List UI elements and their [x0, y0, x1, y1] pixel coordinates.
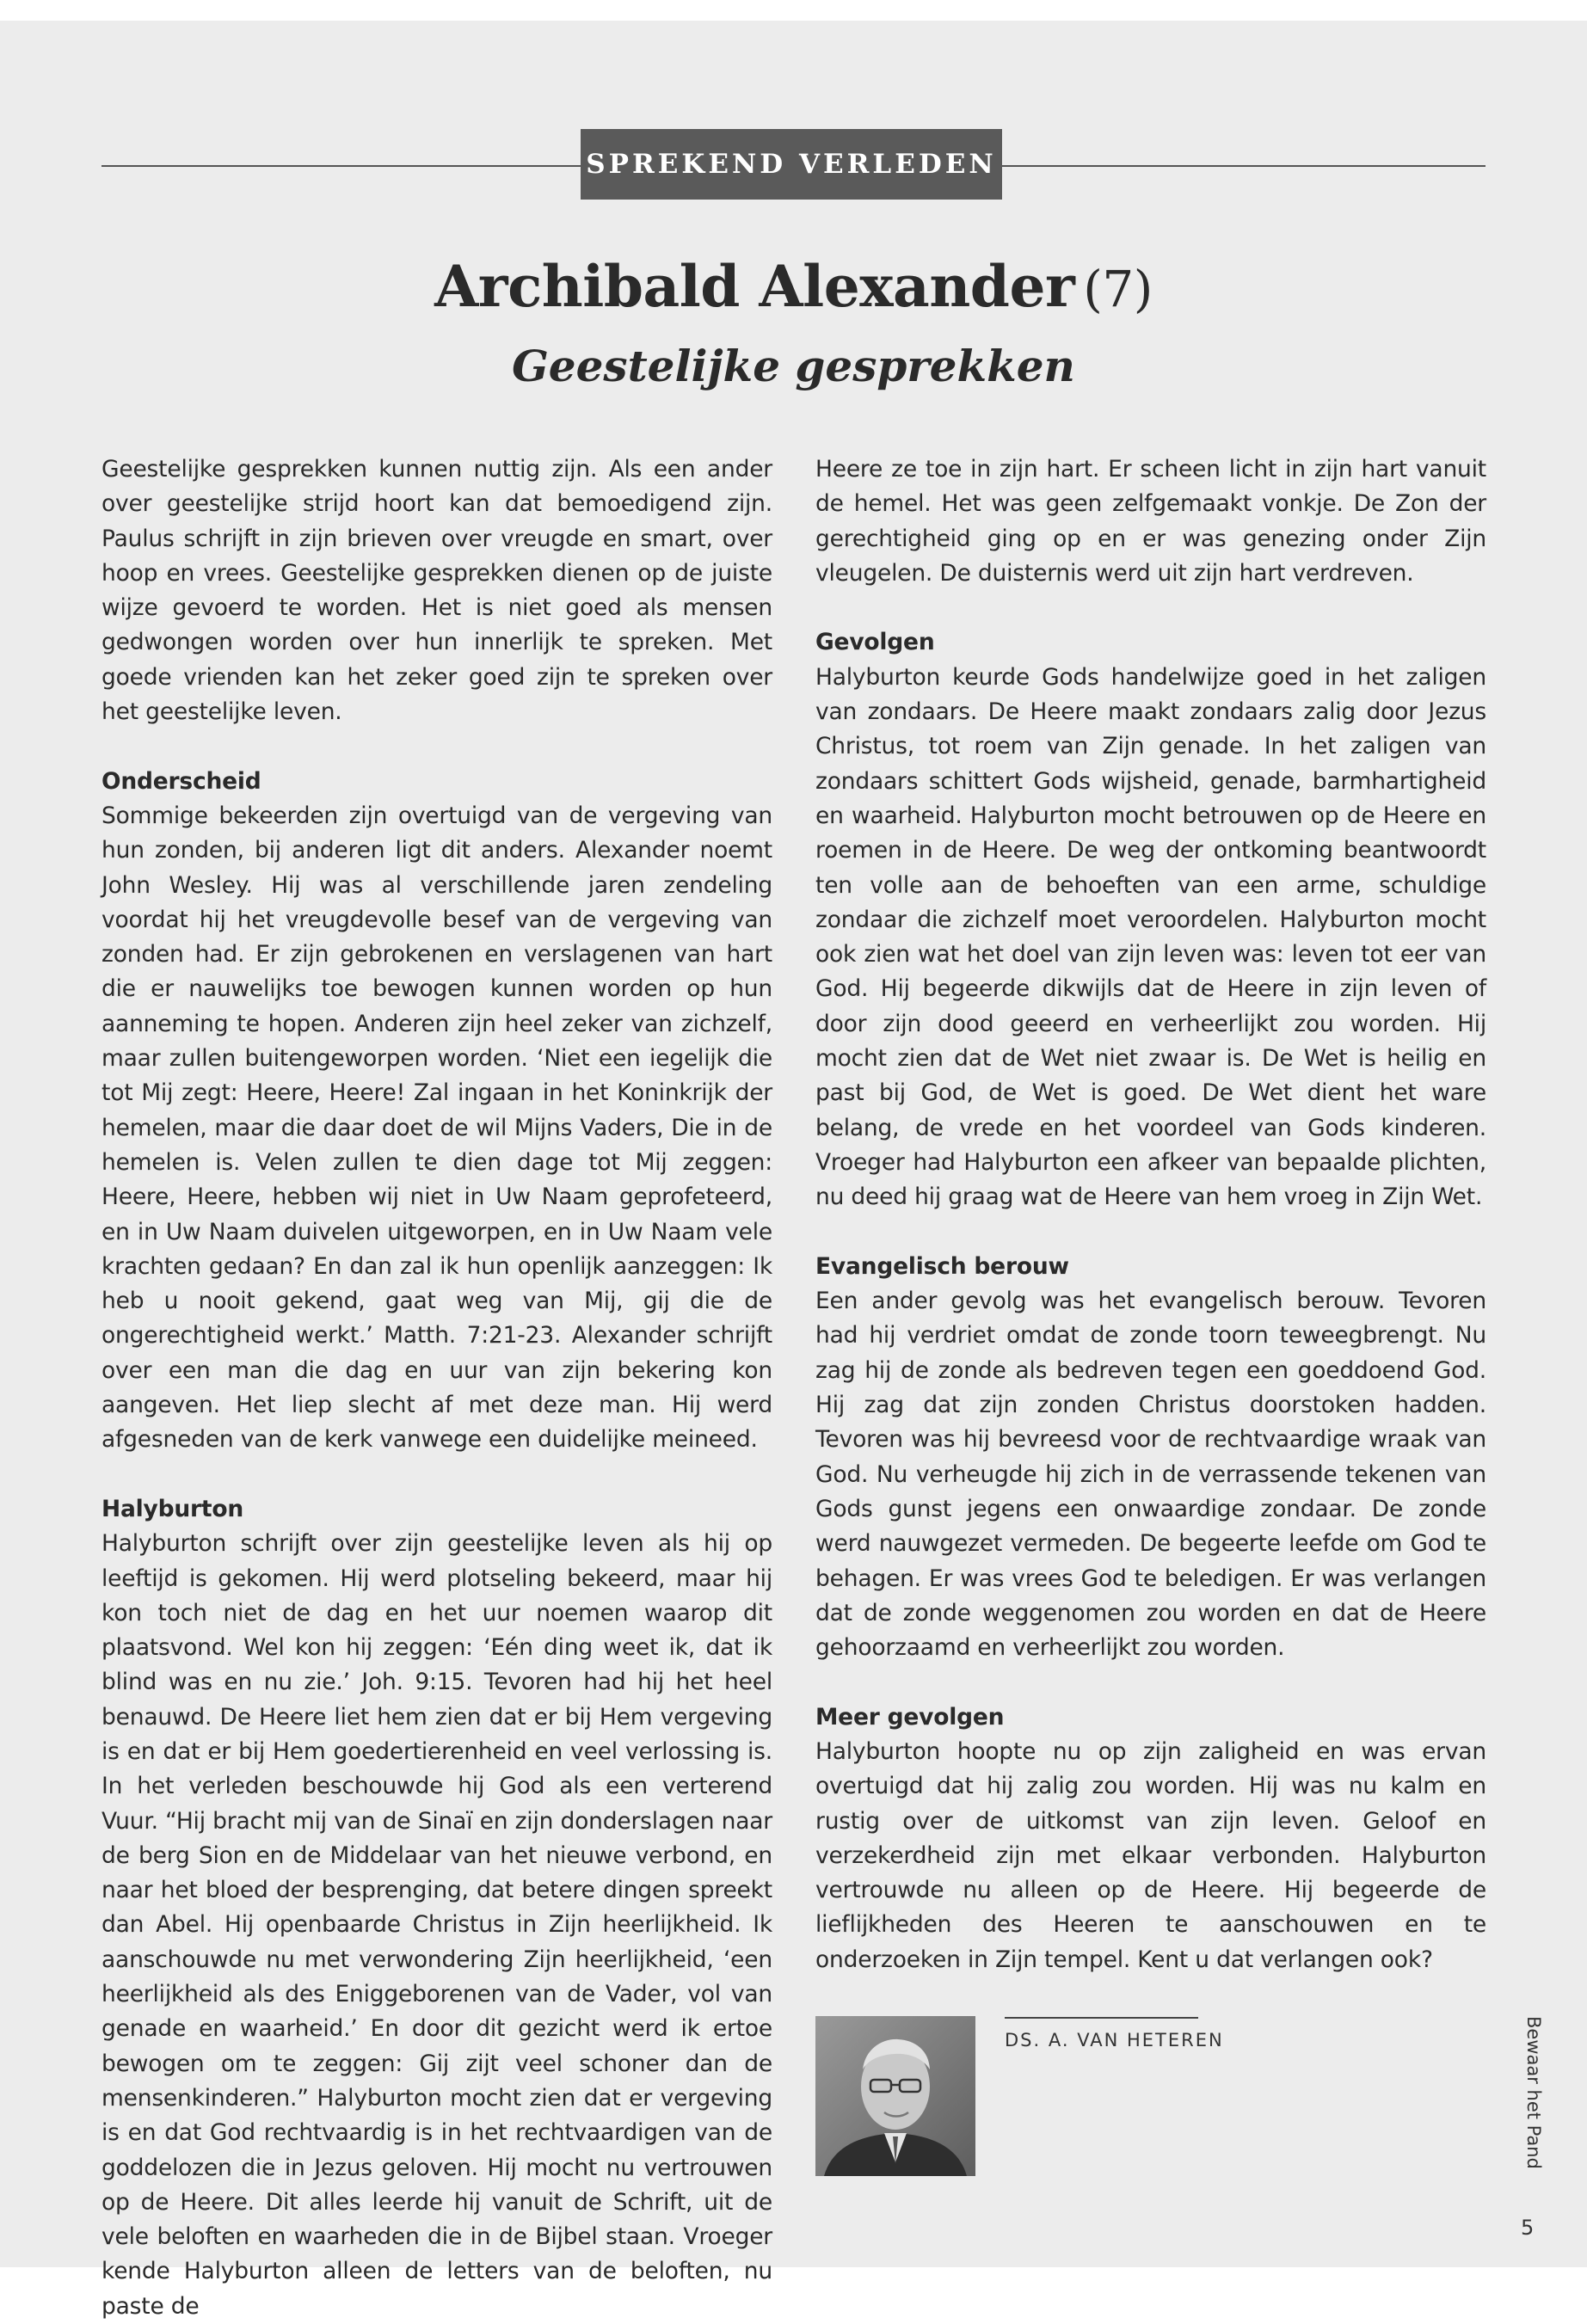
- section-tag: SPREKEND VERLEDEN: [581, 129, 1002, 200]
- header-rule-left: [101, 165, 581, 167]
- section-paragraph: Halyburton keurde Gods handelwijze goed in het zaligen van zondaars. De Heere maakt zondaars zalig door Jezus Christus, tot roem van Zijn genade. In het zaligen van zondaars schittert Gods wijsheid, genade, barmhartigheid en waarheid. Halyburton mocht betrouwen op de Heere en roemen in de Heere. De weg der ontkoming beantwoordt ten volle aan de behoeften van een arme, schuldige zondaar die zichzelf moet veroordelen. Halyburton mocht ook zien wat het doel van zijn leven was: leven tot eer van God. Hij begeerde dikwijls dat de Heere in zijn leven of door zijn dood geeerd en verheerlijkt zou worden. Hij mocht zien dat de Wet niet zwaar is. De Wet is heilig en past bij God, de Wet is goed. De Wet dient het ware belang, de vrede en het voordeel van Gods kinderen. Vroeger had Halyburton een afkeer van bepaalde plichten, nu deed hij graag wat de Heere van hem vroeg in Zijn Wet.: [815, 663, 1486, 1211]
- section-paragraph-continued: Heere ze toe in zijn hart. Er scheen licht in zijn hart vanuit de hemel. Het was geen zelfgemaakt vonkje. De Zon der gerechtigheid ging op en er was genezing onder Zijn vleugelen. De duisternis werd uit zijn hart verdreven.: [815, 456, 1486, 587]
- intro-paragraph: Geestelijke gesprekken kunnen nuttig zijn. Als een ander over geestelijke strijd hoort kan dat bemoedigend zijn. Paulus schrijft in zijn brieven over vreugde en smart, over hoop en vrees. Geestelijke gesprekken dienen op de juiste wijze gevoerd te worden. Het is niet goed als mensen gedwongen worden over hun innerlijk te spreken. Met goede vrienden kan het zeker goed zijn te spreken over het geestelijke leven.: [101, 456, 772, 726]
- article-title-number: (7): [1083, 260, 1153, 318]
- page-number: 5: [1521, 2216, 1535, 2240]
- section-paragraph: Halyburton hoopte nu op zijn zaligheid en was ervan overtuigd dat hij zalig zou worden. Hij was nu kalm en rustig over de uitkomst van zijn leven. Geloof en verzekerdheid zijn met elkaar verbonden. Halyburton vertrouwde nu alleen op de Heere. Hij begeerde de lieflijkheden des Heeren te aanschouwen en te onderzoeken in Zijn tempel. Kent u dat verlangen ook?: [815, 1737, 1486, 1973]
- author-rule: [1005, 2017, 1198, 2019]
- publication-name: Bewaar het Pand: [1523, 2016, 1544, 2169]
- column-right: [815, 452, 1486, 1977]
- article-title: [0, 253, 1587, 320]
- author-name: DS. A. VAN HETEREN: [1005, 2030, 1224, 2050]
- section-paragraph: Sommige bekeerden zijn overtuigd van de vergeving van hun zonden, bij anderen ligt dit anders. Alexander noemt John Wesley. Hij was al verschillende jaren zendeling voordat hij het vreugdevolle besef van de vergeving van zonden had. Er zijn gebrokenen en verslagenen van hart die er nauwelijks toe bewogen kunnen worden op hun aanneming te hopen. Anderen zijn heel zeker van zichzelf, maar zullen buitengeworpen worden. ‘Niet een iegelijk die tot Mij zegt: Heere, Heere! Zal ingaan in het Koninkrijk der hemelen, maar die daar doet de wil Mijns Vaders, Die in de hemelen is. Velen zullen te dien dage tot Mij zeggen: Heere, Heere, hebben wij niet in Uw Naam geprofeteerd, en in Uw Naam duivelen uitgeworpen, en in Uw Naam vele krachten gedaan? En dan zal ik hun openlijk aanzeggen: Ik heb u nooit gekend, gaat weg van Mij, gij die de ongerechtigheid werkt.’ Matth. 7:21-23. Alexander schrijft over een man die dag en uur van zijn bekering kon aangeven. Het liep slecht af met deze man. Hij werd afgesneden van de kerk vanwege een duidelijke meineed.: [101, 802, 772, 1454]
- author-portrait-image: [815, 2016, 975, 2176]
- header-rule-right: [1002, 165, 1486, 167]
- section-heading: Meer gevolgen: [815, 1703, 1005, 1731]
- section-heading: Gevolgen: [815, 629, 935, 656]
- column-left: [101, 452, 772, 2324]
- section-heading: Onderscheid: [101, 767, 261, 795]
- article-subtitle: Geestelijke gesprekken: [512, 341, 1075, 391]
- section-paragraph: Een ander gevolg was het evangelisch berouw. Tevoren had hij verdriet omdat de zonde toorn teweegbrengt. Nu zag hij de zonde als bedreven tegen een goeddoend God. Hij zag dat zijn zonden Christus doorstoken hadden. Tevoren was hij bevreesd voor de rechtvaardige wraak van God. Nu verheugde hij zich in de verrassende tekenen van Gods gunst jegens een onwaardige zondaar. De zonde werd nauwgezet vermeden. De begeerte leefde om God te behagen. Er was vrees God te beledigen. Er was verlangen dat de zonde weggenomen zou worden en dat de Heere gehoorzaamd en verheerlijkt zou worden.: [815, 1288, 1486, 1662]
- section-heading: Evangelisch berouw: [815, 1252, 1069, 1280]
- author-photo: [815, 2016, 975, 2176]
- page: [0, 21, 1587, 2320]
- article-title-text: Archibald Alexander: [434, 253, 1075, 320]
- section-heading: Halyburton: [101, 1495, 244, 1522]
- section-paragraph: Halyburton schrijft over zijn geestelijke leven als hij op leeftijd is gekomen. Hij werd plotseling bekeerd, maar hij kon toch niet de dag en het uur noemen waarop dit plaatsvond. Wel kon hij zeggen: ‘Eén ding weet ik, dat ik blind was en nu zie.’ Joh. 9:15. Tevoren had hij het heel benauwd. De Heere liet hem zien dat er bij Hem vergeving is en dat er bij Hem goedertierenheid en veel verlossing is. In het verleden beschouwde hij God als een verterend Vuur. “Hij bracht mij van de Sinaï en zijn donderslagen naar de berg Sion en de Middelaar van het nieuwe verbond, en naar het bloed der besprenging, dat betere dingen spreekt dan Abel. Hij openbaarde Christus in Zijn heerlijkheid. Ik aanschouwde nu met verwondering Zijn heerlijkheid, ‘een heerlijkheid als des Eniggeborenen van de Vader, vol van genade en waarheid.’ En door dit gezicht werd ik ertoe bewogen om te zeggen: Gij zijt veel schoner dan de mensenkinderen.” Halyburton mocht zien dat er vergeving is en dat God rechtvaardig is in het rechtvaardigen van de goddelozen die in Jezus geloven. Hij mocht nu vertrouwen op de Heere. Dit alles leerde hij vanuit de Schrift, uit de vele beloften en waarheden die in de Bijbel staan. Vroeger kende Halyburton alleen de letters van de beloften, nu paste de: [101, 1530, 772, 2320]
